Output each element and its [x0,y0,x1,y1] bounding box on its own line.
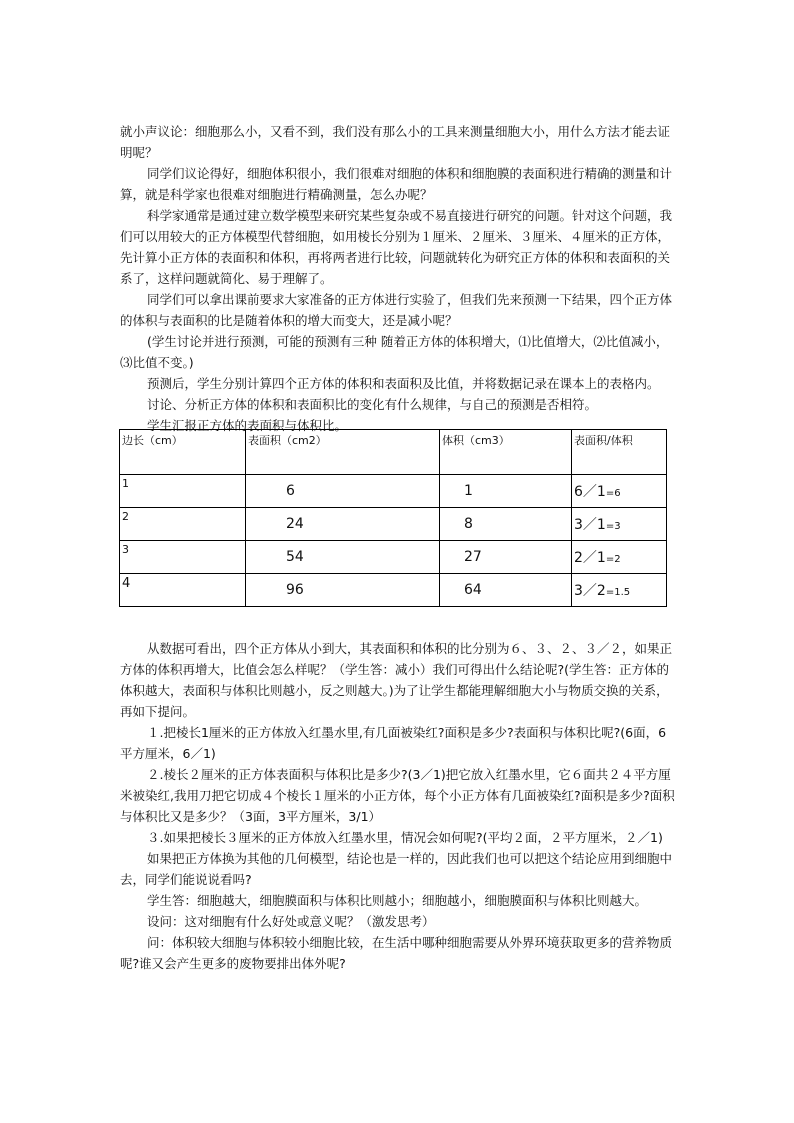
paragraph: 同学们议论得好，细胞体积很小，我们很难对细胞的体积和细胞膜的表面积进行精确的测量和计算，就是科学家也很难对细胞进行精确测量，怎么办呢？ [120,166,673,202]
header-cell: 体积（cm3） [440,430,572,475]
paragraph: (学生讨论并进行预测，可能的预测有三种 随着正方体的体积增大，⑴比值增大，⑵比值减小，⑶比值不变。) [120,334,669,370]
header-cell: 表面积（cm2） [246,430,440,475]
table-cell: 64 [440,574,572,607]
paragraph: 就小声议论：细胞那么小，又看不到，我们没有那么小的工具来测量细胞大小，用什么方法才能去证明呢？ [120,124,671,160]
table-cell: 27 [440,541,572,574]
table-cell: 6 [246,475,440,508]
ratio-result: =2 [605,554,621,565]
table-cell: 3 [120,541,246,574]
ratio-value: 3／1 [574,517,606,533]
paragraph: １.把棱长1厘米的正方体放入红墨水里,有几面被染红?面积是多少?表面积与体积比呢?(6面，6平方厘米，6／1) [120,725,667,761]
paragraph: 学生答：细胞越大，细胞膜面积与体积比则越小；细胞越小，细胞膜面积与体积比则越大。 [147,893,648,908]
ratio-value: 2／1 [574,550,606,566]
ratio-value: 3／2 [574,583,606,599]
paragraph: 同学们可以拿出课前要求大家准备的正方体进行实验了，但我们先来预测一下结果，四个正方体的体积与表面积的比是随着体积的增大而变大，还是减小呢？ [120,292,673,328]
paragraph: ２.棱长２厘米的正方体表面积与体积比是多少?(3／1)把它放入红墨水里，它６面共２４平方厘米被染红,我用刀把它切成４个棱长１厘米的小正方体，每个小正方体有几面被染红?面积是多少?面积与体积比又是多少？（3面，3平方厘米，3/1） [120,767,675,824]
paragraph: 预测后，学生分别计算四个正方体的体积和表面积及比值，并将数据记录在课本上的表格内。 [147,376,660,391]
paragraph: 学生汇报正方体的表面积与体积比。 [147,418,348,433]
table-cell [572,574,667,607]
table-cell: 24 [246,508,440,541]
table-row [120,541,667,574]
text-block-top [120,121,676,436]
table-cell [572,475,667,508]
table-cell: 8 [440,508,572,541]
table-row [120,475,667,508]
ratio-result: =6 [605,488,621,499]
table-cell [572,508,667,541]
table-cell: 2 [120,508,246,541]
table-cell [572,541,667,574]
table-cell: 96 [246,574,440,607]
header-cell: 表面积/体积 [572,430,667,475]
table-header-row [120,430,667,475]
table-row [120,508,667,541]
table-row [120,574,667,607]
paragraph: ３.如果把棱长３厘米的正方体放入红墨水里，情况会如何呢?(平均２面，２平方厘米，２／1) [147,830,663,845]
paragraph: 设问：这对细胞有什么好处或意义呢？（激发思考） [147,914,435,929]
ratio-result: =3 [605,521,621,532]
paragraph: 问：体积较大细胞与体积较小细胞比较，在生活中哪种细胞需要从外界环境获取更多的营养物质呢?谁又会产生更多的废物要排出体外呢? [120,935,673,971]
text-block-bottom [120,638,676,974]
table-cell: 54 [246,541,440,574]
header-cell: 边长（cm） [120,430,246,475]
table-cell: 1 [440,475,572,508]
paragraph: 讨论、分析正方体的体积和表面积比的变化有什么规律，与自己的预测是否相符。 [147,397,598,412]
paragraph: 科学家通常是通过建立数学模型来研究某些复杂或不易直接进行研究的问题。针对这个问题，我们可以用较大的正方体模型代替细胞，如用棱长分别为１厘米、２厘米、３厘米、４厘米的正方体，先计算小正方体的表面积和体积，再将两者进行比较，问题就转化为研究正方体的体积和表面积的关系了，这样问题就简化、易于理解了。 [120,208,673,286]
data-table [119,429,667,607]
ratio-result: =1.5 [605,587,631,598]
paragraph: 如果把正方体换为其他的几何模型，结论也是一样的，因此我们也可以把这个结论应用到细胞中去，同学们能说说看吗? [120,851,673,887]
ratio-value: 6／1 [574,484,606,500]
paragraph: 从数据可看出，四个正方体从小到大，其表面积和体积的比分别为６、３、２、３／２，如果正方体的体积再增大，比值会怎么样呢？（学生答：减小）我们可得出什么结论呢?(学生答：正方体的体积越大，表面积与体积比则越小，反之则越大。)为了让学生都能理解细胞大小与物质交换的关系，再如下提问。 [120,641,673,719]
table-cell: 1 [120,475,246,508]
table-cell: 4 [120,574,246,607]
